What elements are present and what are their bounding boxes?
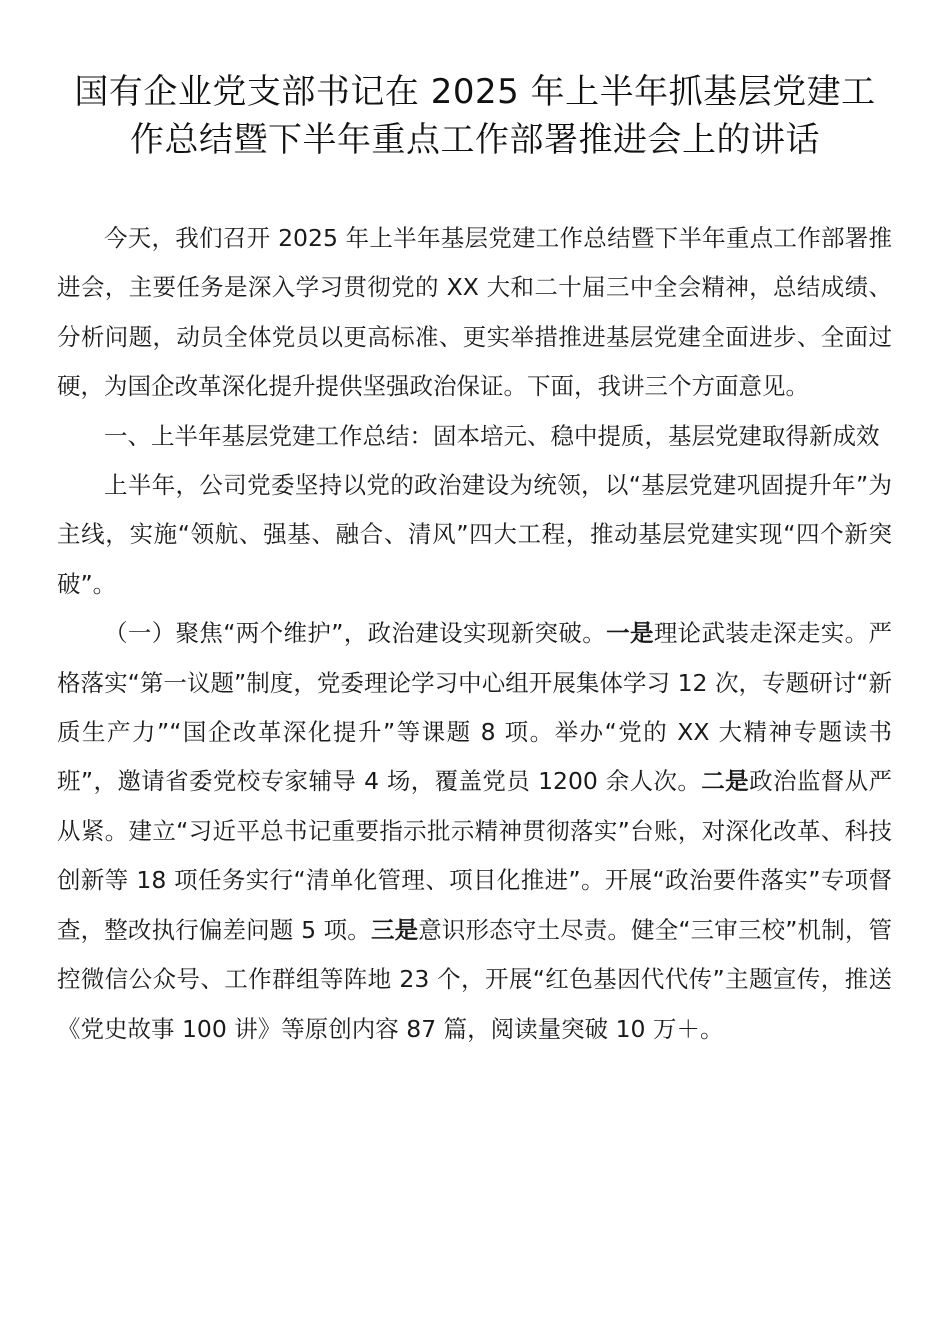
intro-paragraph: 今天，我们召开 2025 年上半年基层党建工作总结暨下半年重点工作部署推进会，主要任务是深入学习贯彻党的 XX 大和二十届三中全会精神，总结成绩、分析问题，动员全体党员以更高标准、更实举措推进基层党建全面进步、全面过硬，为国企改革深化提升提供坚强政治保证。下面，我讲三个方面意见。 (57, 224, 892, 401)
section-heading-1: 一、上半年基层党建工作总结：固本培元、稳中提质，基层党建取得新成效 (104, 421, 880, 450)
section-1-intro-paragraph: 上半年，公司党委坚持以党的政治建设为统领，以“基层党建巩固提升年”为主线，实施“领航、强基、融合、清风”四大工程，推动基层党建实现“四个新突破”。 (57, 471, 892, 598)
point-text-3: 意识形态守土尽责。健全“三审三校”机制，管控微信公众号、工作群组等阵地 23 个，开展“红色基因代代传”主题宣传，推送《党史故事 100 讲》等原创内容 87 篇，阅读量突破 10 万＋。 (57, 915, 892, 1043)
point-marker-3: 三是 (370, 915, 419, 944)
subsection-1-paragraph (57, 609, 892, 1054)
subsection-1-lead: （一）聚焦“两个维护”，政治建设实现新突破。 (104, 619, 607, 648)
document-body (57, 214, 892, 1054)
point-marker-2: 二是 (701, 767, 750, 796)
point-text-2: 政治监督从严从紧。建立“习近平总书记重要指示批示精神贯彻落实”台账，对深化改革、科技创新等 18 项任务实行“清单化管理、项目化推进”。开展“政治要件落实”专项督查，整改执行偏差问题 5 项。 (57, 767, 893, 944)
document-title: 国有企业党支部书记在 2025 年上半年抓基层党建工作总结暨下半年重点工作部署推进会上的讲话 (74, 72, 876, 160)
point-text-1: 理论武装走深走实。严格落实“第一议题”制度，党委理论学习中心组开展集体学习 12 次，专题研讨“新质生产力”“国企改革深化提升”等课题 8 项。举办“党的 XX 大精神专题读书班”，邀请省委党校专家辅导 4 场，覆盖党员 1200 余人次。 (57, 619, 893, 796)
point-marker-1: 一是 (606, 619, 654, 648)
